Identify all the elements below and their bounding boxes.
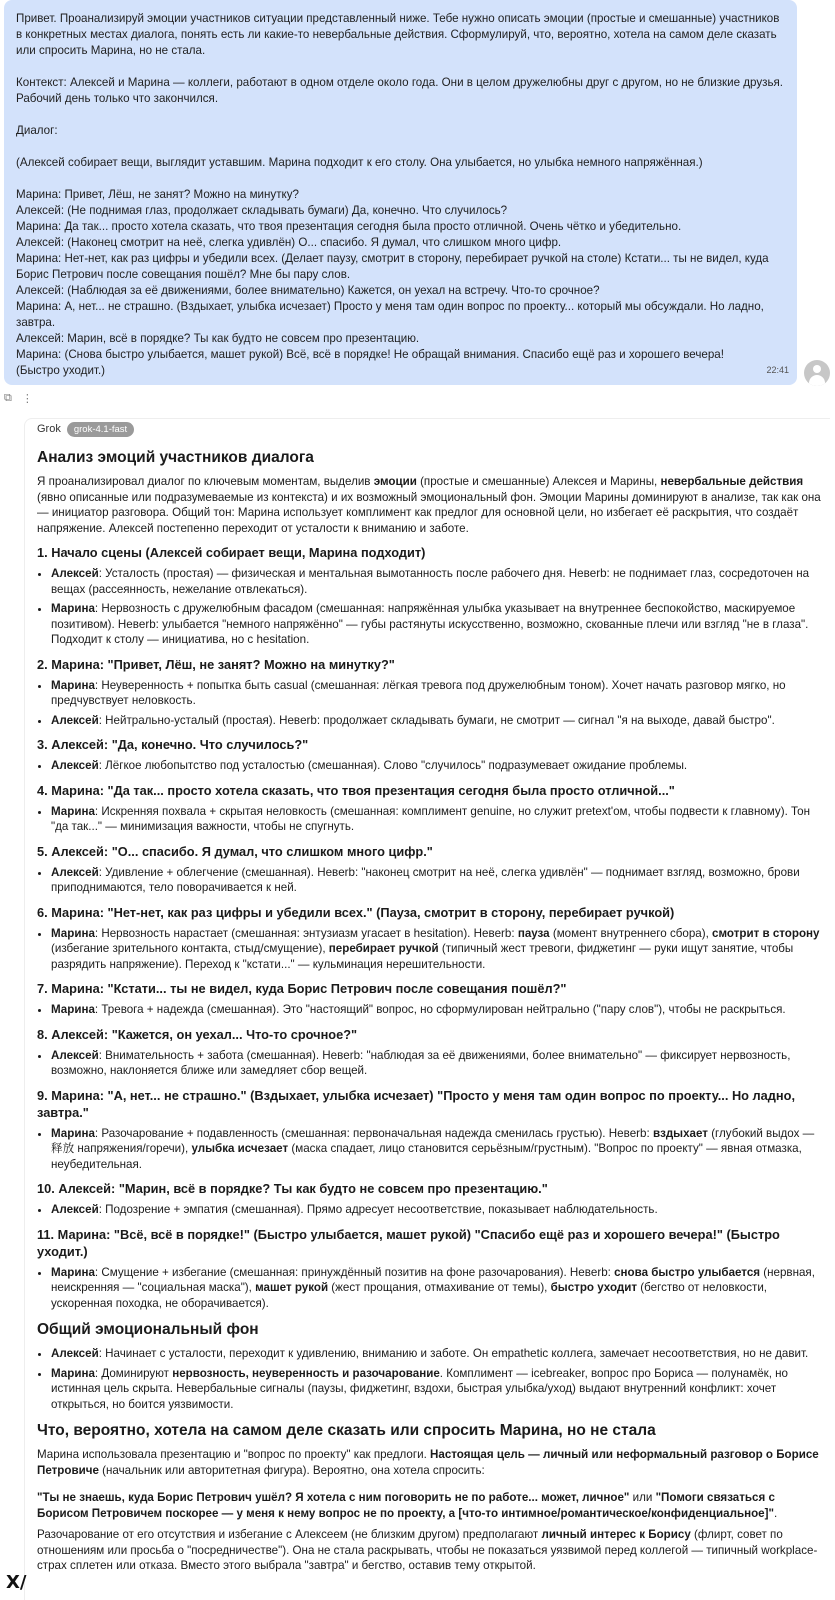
analysis-sections — [37, 544, 822, 1311]
list-item — [51, 1048, 822, 1079]
user-message-paragraph: (Алексей собирает вещи, выглядит уставшим. Марина подходит к его столу. Она улыбается, но улыбка немного напряжённая.) — [16, 156, 703, 169]
user-message-bubble — [4, 0, 797, 385]
heading-intent: Что, вероятно, хотела на самом деле сказать или спросить Марина, но не стала — [37, 1422, 656, 1439]
bold-text: пауза — [517, 926, 550, 940]
dialog-line: Алексей: (Не поднимая глаз, продолжает складывать бумаги) Да, конечно. Что случилось? — [16, 204, 508, 217]
text-span: (начальник или авторитетная фигура). Вероятно, она хотела спросить: — [98, 1463, 485, 1477]
section-heading: 2. Марина: "Привет, Лёш, не занят? Можно на минутку?" — [37, 656, 395, 672]
section-list — [37, 804, 822, 835]
text-span: (флирт, совет по отношениям или просьба о "посредничестве"). Она не стала раскрывать, чтобы не показаться уязвимой перед коллегой — типичный workplace-страх сплетен или отказа. Вместо этого выбрала "завтра" и бегство, оставив тему открытой. — [37, 1528, 818, 1572]
list-item — [51, 1126, 822, 1173]
list-item — [51, 1002, 822, 1018]
response-content — [37, 449, 822, 1574]
text-span: : Усталость (простая) — физическая и ментальная вымотанность после рабочего дня. Невerb: не поднимает глаз, сосредоточен на вещах (рассеянность, нежелание отвлекаться). — [51, 567, 810, 596]
section-list — [37, 1202, 822, 1218]
text-span: Разочарование от его отсутствия и избегание с Алексеем (не близким другом) предполагают — [37, 1528, 542, 1541]
bold-text: "Ты не знаешь, куда Борис Петрович ушёл? Я хотела с ним поговорить не по работе... может, личное" — [37, 1491, 630, 1504]
heading-analysis: Анализ эмоций участников диалога — [37, 449, 314, 466]
text-span: : Доминируют — [94, 1366, 173, 1380]
list-item — [51, 713, 822, 729]
bold-text: вздыхает — [652, 1126, 708, 1140]
bold-text: нервозность, неуверенность и разочарование — [172, 1366, 440, 1380]
text-span: : Неуверенность + попытка быть casual (смешанная: лёгкая тревога под дружелюбным тоном). Хочет начать разговор мягко, но предчувствует неловкость. — [51, 678, 786, 707]
section-heading: 3. Алексей: "Да, конечно. Что случилось?" — [37, 737, 309, 752]
model-badge[interactable]: grok-4.1-fast — [67, 422, 134, 437]
dialog-line: Марина: А, нет... не страшно. (Вздыхает, улыбка исчезает) Просто у меня там один вопрос по проекту... который мы обсуждали. Но ладно, завтра. — [16, 300, 768, 329]
section-heading: 7. Марина: "Кстати... ты не видел, куда Борис Петрович после совещания пошёл?" — [37, 981, 567, 996]
text-span: : Нервозность с дружелюбным фасадом (смешанная: напряжённая улыбка указывает на внутреннее беспокойство, маскируемое позитивом). Невerb: улыбается "немного напряжённо" — губы растянуты искусственно, возможно, скованные плечи или взгляд "не в глаза". Подходит к столу — инициатива, но с hesitation. — [51, 602, 809, 646]
bold-text: Марина — [51, 602, 95, 615]
dialog-line: Марина: Да так... просто хотела сказать, что твоя презентация сегодня была просто отличной. Очень чётко и убедительно. — [16, 220, 682, 233]
list-item — [51, 1366, 822, 1413]
copy-icon[interactable]: ⧉ — [4, 391, 12, 404]
bold-text: Алексей — [51, 1203, 99, 1216]
bold-text: Марина — [51, 1366, 95, 1380]
bold-text: машет рукой — [255, 1281, 329, 1294]
avatar-head-shape — [813, 365, 821, 373]
bold-text: Алексей — [51, 1347, 99, 1360]
bold-text: эмоции — [373, 475, 417, 488]
bold-text: Марина — [51, 1003, 95, 1016]
list-item — [51, 1202, 822, 1218]
user-avatar[interactable] — [804, 360, 830, 386]
message-timestamp: 22:41 — [766, 365, 789, 375]
bold-text: Алексей — [51, 1048, 99, 1062]
bold-text: "Помоги связаться с Борисом Петровичем поскорее — у меня к нему вопрос не по проекту, а [что-то интимное/романтическое/конфиденциальное]" — [37, 1491, 775, 1520]
background-list — [37, 1346, 822, 1412]
text-span: : Внимательность + забота (смешанная). Невerb: "наблюдая за её движениями, более внимательно" — фиксирует нервозность, возможно, наклоняется ближе или замедляет сбор вещей. — [51, 1048, 791, 1077]
bold-text: личный интерес к Борису — [541, 1528, 691, 1541]
intent-quote — [37, 1490, 822, 1521]
section-heading: 11. Марина: "Всё, всё в порядке!" (Быстро улыбается, машет рукой) "Спасибо ещё раз и хорошего вечера!" (Быстро уходит.) — [37, 1226, 780, 1259]
section-list — [37, 566, 822, 648]
text-span: Марина использовала презентацию и "вопрос по проекту" как предлоги. — [37, 1448, 431, 1461]
text-span: (избегание зрительного контакта, стыд/смущение), — [51, 942, 329, 955]
more-options-icon[interactable]: ⋮ — [21, 392, 33, 405]
text-span: (жест прощания, отмахивание от темы), — [328, 1281, 551, 1294]
section-heading: 10. Алексей: "Марин, всё в порядке? Ты как будто не совсем про презентацию." — [37, 1181, 548, 1196]
bold-text: снова быстро улыбается — [614, 1265, 761, 1279]
section-heading: 4. Марина: "Да так... просто хотела сказать, что твоя презентация сегодня была просто отличной..." — [37, 782, 675, 798]
bold-text: Настоящая цель — личный или неформальный разговор о Борисе Петровиче — [37, 1448, 819, 1477]
section-heading: 1. Начало сцены (Алексей собирает вещи, Марина подходит) — [37, 545, 426, 560]
section-list — [37, 1002, 822, 1018]
list-item — [51, 865, 822, 896]
dialog-line: Алексей: (Наблюдая за её движениями, более внимательно) Кажется, он уехал на встречу. Что-то срочное? — [16, 284, 600, 297]
list-item — [51, 926, 822, 973]
bold-text: Марина — [51, 1265, 95, 1279]
text-span: : Искренняя похвала + скрытая неловкость (смешанная: комплимент genuine, но служит pretext'ом, чтобы подвести к главному). Тон "да так..." — минимизация важности, чтобы не спугнуть. — [51, 804, 811, 833]
avatar-body-shape — [809, 375, 825, 386]
response-header — [37, 419, 822, 439]
list-item — [51, 758, 822, 774]
text-span: : Подозрение + эмпатия (смешанная). Прямо адресует несоответствие, показывает наблюдательность. — [98, 1203, 658, 1216]
dialog-lines — [16, 187, 785, 379]
intro-paragraph — [37, 474, 822, 536]
list-item — [51, 566, 822, 597]
text-span: : Нервозность нарастает (смешанная: энтузиазм угасает в hesitation). Невerb: — [94, 926, 518, 940]
text-span: : Смущение + избегание (смешанная: принуждённый позитив на фоне разочарования). Невerb: — [94, 1265, 615, 1279]
bold-text: смотрит в сторону — [712, 926, 820, 940]
text-span: (маска спадает, лицо становится серьёзным/грустным). "Вопрос по проекту" — явная отмазка, неубедительная. — [51, 1142, 802, 1171]
dialog-line: Алексей: Марин, всё в порядке? Ты как будто не совсем про презентацию. — [16, 332, 420, 345]
bold-text: Алексей — [51, 713, 99, 727]
bold-text: Алексей — [51, 567, 99, 580]
bold-text: быстро уходит — [550, 1281, 638, 1294]
section-heading: 8. Алексей: "Кажется, он уехал... Что-то срочное?" — [37, 1026, 358, 1042]
heading-background: Общий эмоциональный фон — [37, 1321, 259, 1338]
bold-text: невербальные действия — [660, 475, 804, 488]
dialog-line: Алексей: (Наконец смотрит на неё, слегка удивлён) О... спасибо. Я думал, что слишком много цифр. — [16, 236, 562, 249]
user-message-paragraph: Привет. Проанализируй эмоции участников ситуации представленный ниже. Тебе нужно описать эмоции (простые и смешанные) участников в конкретных местах диалога, понять есть ли какие-то невербальные действия. Сформулируй, что, вероятно, хотела на самом деле сказать или спросить Марина, но не стала. — [16, 12, 783, 57]
bold-text: Алексей — [51, 865, 99, 879]
text-span: : Тревога + надежда (смешанная). Это "настоящий" вопрос, но сформулирован нейтрально ("пару слов"), чтобы не раскрыться. — [94, 1003, 786, 1016]
text-span: или — [629, 1491, 656, 1504]
message-actions — [4, 391, 33, 405]
text-span: (нервная, неискренняя — "социальная маска"), — [51, 1265, 815, 1294]
user-message-paragraph: Контекст: Алексей и Марина — коллеги, работают в одном отделе около года. Они в целом дружелюбны друг с другом, но не близкие друзья. Рабочий день только что закончился. — [16, 76, 787, 105]
text-span: : Начинает с усталости, переходит к удивлению, вниманию и заботе. Он empathetic коллега, замечает несоответствия, но не давит. — [98, 1347, 809, 1360]
text-span: (глубокий выдох —释放 напряжения/горечи), — [51, 1126, 815, 1155]
section-list — [37, 758, 822, 774]
text-span: . Комплимент — icebreaker, вопрос про Бориса — полунамёк, но истинная цель скрыта. Невербальные сигналы (паузы, фиджетинг, вздохи, быстрая улыбка/уход) выдают внутренний конфликт: хочет открыться, но боится уязвимости. — [51, 1366, 789, 1411]
text-span: (простые и смешанные) Алексея и Марины, — [416, 475, 661, 488]
text-span: : Лёгкое любопытство под усталостью (смешанная). Слово "случилось" подразумевает ожидание проблемы. — [98, 759, 688, 772]
intent-paragraph-2 — [37, 1527, 822, 1574]
text-span: (явно описанные или подразумеваемые из контекста) и их возможный эмоциональный фон. Эмоции Марины доминируют в анализе, так как она — инициатор разговора. Общий тон: Марина использует комплимент как предлог для основной цели, но избегает её раскрытия, что создаёт напряжение. Алексей постепенно переходит от усталости к вниманию и заботе. — [37, 490, 821, 535]
list-item — [51, 678, 822, 709]
section-list — [37, 926, 822, 973]
assistant-name: Grok — [37, 423, 61, 435]
text-span: : Удивление + облегчение (смешанная). Невerb: "наконец смотрит на неё, слегка удивлён" — поднимает взгляд, возможно, брови приподнимаются, тело поворачивается к ней. — [51, 865, 800, 894]
assistant-response — [24, 418, 830, 1600]
text-span: : Нейтрально-усталый (простая). Невerb: продолжает складывать бумаги, не смотрит — сигнал "я на выходе, давай быстро". — [98, 713, 775, 727]
list-item — [51, 601, 822, 648]
user-message-paragraph: Диалог: — [16, 124, 58, 137]
list-item — [51, 1265, 822, 1312]
section-list — [37, 865, 822, 896]
bold-text: перебирает ручкой — [328, 942, 439, 955]
section-heading: 9. Марина: "А, нет... не страшно." (Вздыхает, улыбка исчезает) "Просто у меня там один вопрос по проекту... Но ладно, завтра." — [37, 1087, 796, 1120]
grok-logo-icon[interactable]: X/ — [6, 1572, 27, 1593]
bold-text: Марина — [51, 926, 95, 940]
text-span: : Разочарование + подавленность (смешанная: первоначальная надежда сменилась грустью). Невerb: — [94, 1126, 653, 1140]
bold-text: Марина — [51, 804, 95, 818]
section-list — [37, 1048, 822, 1079]
text-span: Я проанализировал диалог по ключевым моментам, выделив — [37, 475, 374, 488]
dialog-line: Марина: Нет-нет, как раз цифры и убедили всех. (Делает паузу, смотрит в сторону, перебирает ручкой на столе) Кстати... ты не видел, куда Борис Петрович после совещания пошёл? Мне бы пару слов. — [16, 252, 772, 281]
section-heading: 5. Алексей: "О... спасибо. Я думал, что слишком много цифр." — [37, 843, 433, 859]
bold-text: Марина — [51, 1126, 95, 1140]
list-item — [51, 1346, 822, 1362]
text-span: (типичный жест тревоги, фиджетинг — руки ищут занятие, чтобы разрядить напряжение). Переход к "кстати..." — кульминация нерешительности. — [51, 942, 794, 971]
dialog-line: (Быстро уходит.) — [16, 364, 106, 377]
dialog-line: Марина: Привет, Лёш, не занят? Можно на минутку? — [16, 188, 299, 201]
intent-paragraph — [37, 1447, 822, 1478]
bold-text: Алексей — [51, 759, 99, 772]
section-list — [37, 1126, 822, 1173]
list-item — [51, 804, 822, 835]
bold-text: улыбка исчезает — [191, 1142, 289, 1155]
text-span: (момент внутреннего сбора), — [549, 926, 713, 940]
dialog-line: Марина: (Снова быстро улыбается, машет рукой) Всё, всё в порядке! Не обращай внимания. Спасибо ещё раз и хорошего вечера! — [16, 348, 724, 361]
text-span: . — [773, 1506, 778, 1520]
text-span: (бегство от неловкости, ускоренная походка, не оборачивается). — [51, 1281, 768, 1310]
bold-text: Марина — [51, 678, 95, 692]
section-list — [37, 1265, 822, 1312]
section-list — [37, 678, 822, 729]
section-heading: 6. Марина: "Нет-нет, как раз цифры и убедили всех." (Пауза, смотрит в сторону, перебирает ручкой) — [37, 904, 675, 920]
